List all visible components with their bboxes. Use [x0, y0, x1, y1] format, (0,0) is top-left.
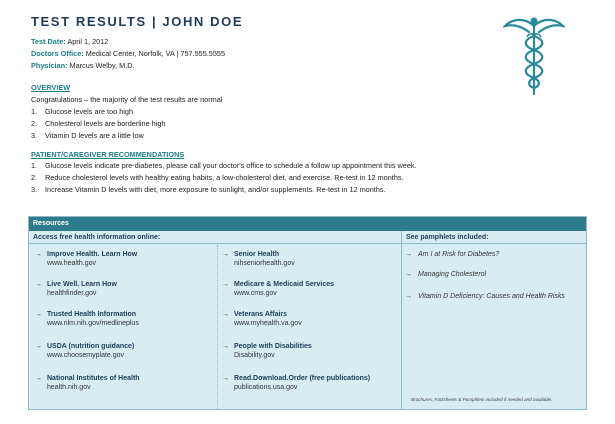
office-label: Doctors Office:	[31, 49, 84, 58]
resource-link[interactable]: → Medicare & Medicaid Services www.cms.gov	[222, 281, 334, 297]
test-date-label: Test Date:	[31, 37, 66, 46]
pamphlet-note: Brochures, Factsheets & Pamphlets included if needed and available.	[411, 397, 553, 402]
arrow-right-icon: →	[222, 311, 229, 318]
recommendation-item: 3. Increase Vitamin D levels with diet, more exposure to sunlight, and/or supplements. Re-test in 12 months.	[31, 185, 386, 194]
pamphlet-item: → Managing Cholesterol	[405, 271, 487, 278]
recommendation-item: 1. Glucose levels indicate pre-diabetes, please call your doctor's office to schedule a follow up appointment this week.	[31, 161, 417, 170]
arrow-right-icon: →	[35, 251, 42, 258]
arrow-right-icon: →	[222, 251, 229, 258]
test-date-line	[31, 37, 108, 46]
physician-line	[31, 61, 135, 70]
arrow-right-icon: →	[222, 375, 229, 382]
arrow-right-icon: →	[405, 293, 412, 300]
resource-link[interactable]: → National Institutes of Health health.nih.gov	[35, 375, 140, 391]
arrow-right-icon: →	[35, 375, 42, 382]
arrow-right-icon: →	[35, 343, 42, 350]
test-date-value: April 1, 2012	[67, 37, 109, 46]
overview-intro: Congratulations – the majority of the test results are normal	[31, 95, 223, 104]
overview-item: 1. Glucose levels are too high	[31, 107, 134, 116]
resources-header: Resources	[29, 217, 586, 231]
pamphlet-item: → Am I at Risk for Diabetes?	[405, 251, 500, 258]
arrow-right-icon: →	[405, 251, 412, 258]
recommendations-heading: PATIENT/CAREGIVER RECOMMENDATIONS	[31, 150, 185, 159]
overview-item: 3. Vitamin D levels are a little low	[31, 131, 144, 140]
arrow-right-icon: →	[35, 281, 42, 288]
resource-link[interactable]: → Live Well. Learn How healthfinder.gov	[35, 281, 117, 297]
resource-link[interactable]: → USDA (nutrition guidance) www.choosemyplate.gov	[35, 343, 135, 359]
online-heading: Access free health information online:	[29, 232, 401, 244]
resource-link[interactable]: → Senior Health nihseniorhealth.gov	[222, 251, 295, 267]
resource-link[interactable]: → Veterans Affairs www.myhealth.va.gov	[222, 311, 302, 327]
arrow-right-icon: →	[405, 271, 412, 278]
arrow-right-icon: →	[222, 343, 229, 350]
column-divider-dotted	[217, 245, 218, 409]
office-value: Medical Center, Norfolk, VA | 757.555.5555	[85, 49, 226, 58]
caduceus-icon	[503, 12, 565, 98]
pamphlet-item: → Vitamin D Deficiency: Causes and Health Risks	[405, 293, 565, 300]
resources-panel	[28, 216, 587, 410]
physician-value: Marcus Welby, M.D.	[69, 61, 135, 70]
physician-label: Physician:	[31, 61, 68, 70]
arrow-right-icon: →	[35, 311, 42, 318]
resource-link[interactable]: → Trusted Health Information www.nlm.nih.gov/medlineplus	[35, 311, 139, 327]
resource-link[interactable]: → People with Disabilities Disability.gov	[222, 343, 312, 359]
arrow-right-icon: →	[222, 281, 229, 288]
resource-link[interactable]: → Read.Download.Order (free publications) publications.usa.gov	[222, 375, 371, 391]
resource-link[interactable]: → Improve Health. Learn How www.health.gov	[35, 251, 138, 267]
office-line	[31, 49, 225, 58]
recommendation-item: 2. Reduce cholesterol levels with healthy eating habits, a low-cholesterol diet, and exercise. Re-test in 12 months.	[31, 173, 404, 182]
overview-heading: OVERVIEW	[31, 83, 71, 92]
column-divider	[401, 231, 402, 409]
pamphlet-heading: See pamphlets included:	[402, 232, 586, 244]
page-title: TEST RESULTS | JOHN DOE	[31, 14, 244, 29]
overview-item: 2. Cholesterol levels are borderline high	[31, 119, 166, 128]
